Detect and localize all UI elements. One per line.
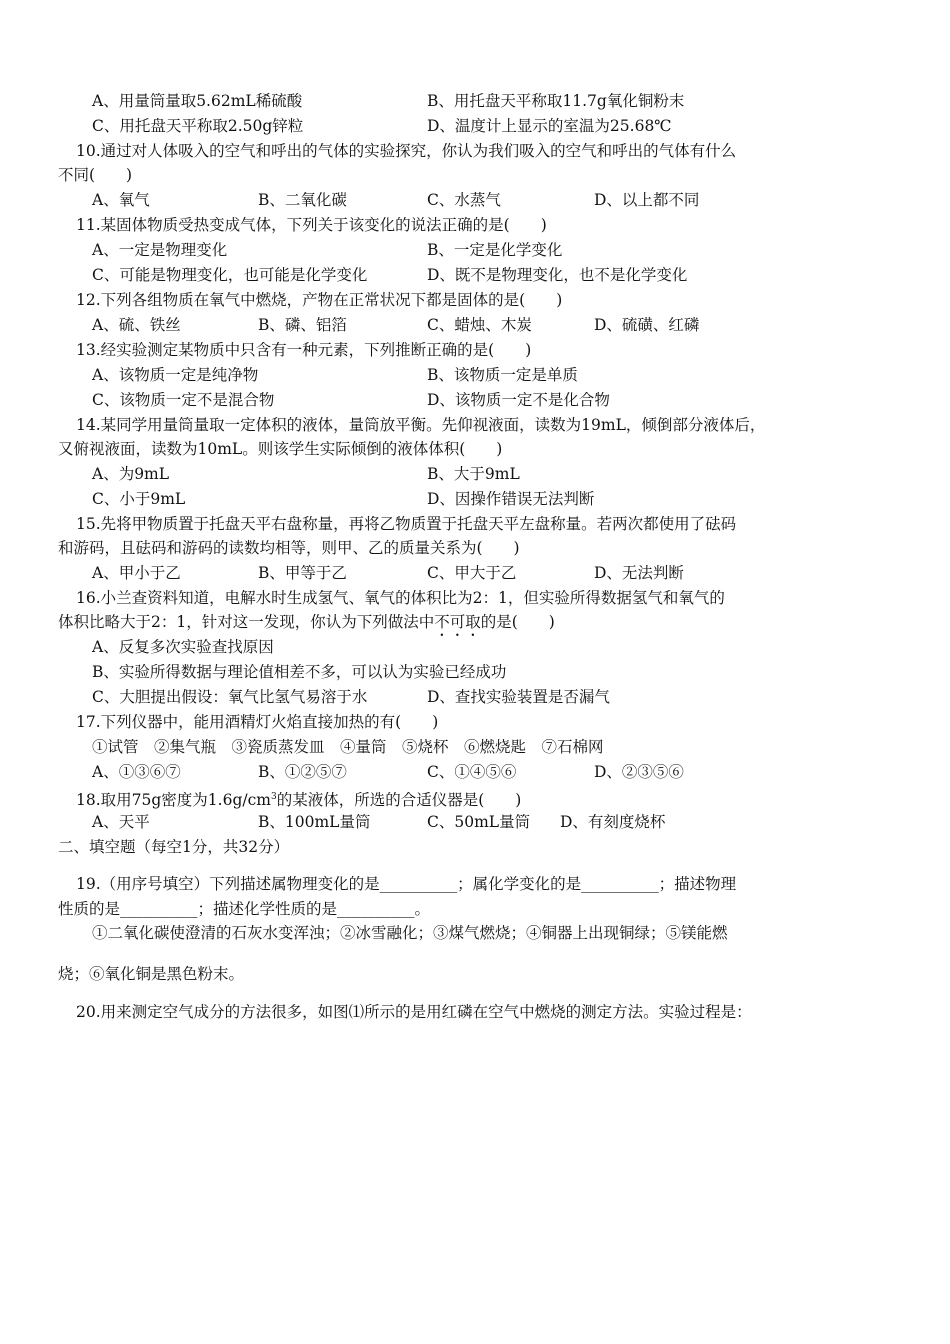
q18-stem — [76, 786, 521, 811]
q9-option-a: A、用量筒量取5.62mL稀硫酸 — [92, 92, 303, 110]
q13-option-b: B、该物质一定是单质 — [427, 366, 578, 384]
q10-option-b: B、二氧化碳 — [258, 191, 347, 209]
q9-option-c: C、用托盘天平称取2.50g锌粒 — [92, 117, 304, 135]
q17-instrument-list: ①试管 ②集气瓶 ③瓷质蒸发皿 ④量筒 ⑤烧杯 ⑥燃烧匙 ⑦石棉网 — [92, 738, 604, 756]
q20-line1: 20.用来测定空气成分的方法很多，如图⑴所示的是用红磷在空气中燃烧的测定方法。实验过程是： — [76, 1003, 752, 1021]
q15-option-d: D、无法判断 — [594, 564, 684, 582]
q9-option-d: D、温度计上显示的室温为25.68℃ — [427, 117, 672, 135]
q10-stem-line2: 不同( ) — [58, 166, 133, 184]
q15-option-b: B、甲等于乙 — [258, 564, 347, 582]
q10-option-d: D、以上都不同 — [594, 191, 700, 209]
q12-option-c: C、蜡烛、木炭 — [427, 316, 532, 334]
q11-option-d: D、既不是物理变化，也不是化学变化 — [427, 266, 688, 284]
q14-stem-line1: 14.某同学用量筒量取一定体积的液体，量筒放平衡。先仰视液面，读数为19mL，倾倒部分液体后， — [76, 416, 766, 434]
q16-option-b: B、实验所得数据与理论值相差不多，可以认为实验已经成功 — [92, 663, 507, 681]
q17-option-d: D、②③⑤⑥ — [594, 763, 684, 781]
q16-stem-part3: 的是( ) — [480, 613, 555, 631]
q18-option-a: A、天平 — [92, 813, 150, 831]
q14-option-a: A、为9mL — [92, 465, 170, 483]
q10-option-c: C、水蒸气 — [427, 191, 501, 209]
q17-option-b: B、①②⑤⑦ — [258, 763, 347, 781]
q10-stem-line1: 10.通过对人体吸入的空气和呼出的气体的实验探究，你认为我们吸入的空气和呼出的气体有什么 — [76, 142, 737, 160]
q14-stem-line2: 又俯视液面，读数为10mL。则该学生实际倾倒的液体体积( ) — [58, 440, 503, 458]
q15-option-a: A、甲小于乙 — [92, 564, 181, 582]
q17-option-c: C、①④⑤⑥ — [427, 763, 517, 781]
q16-option-a: A、反复多次实验查找原因 — [92, 638, 274, 656]
q18-option-c: C、50mL量筒 — [427, 813, 531, 831]
q14-option-c: C、小于9mL — [92, 490, 186, 508]
q18-superscript: 3 — [270, 792, 277, 802]
q13-stem: 13.经实验测定某物质中只含有一种元素，下列推断正确的是( ) — [76, 341, 532, 359]
q11-option-c: C、可能是物理变化，也可能是化学变化 — [92, 266, 368, 284]
q11-stem: 11.某固体物质受热变成气体，下列关于该变化的说法正确的是( ) — [76, 216, 547, 234]
q12-stem: 12.下列各组物质在氧气中燃烧，产物在正常状况下都是固体的是( ) — [76, 291, 563, 309]
q18-stem-pre: 18.取用75g密度为1.6g/cm — [76, 791, 271, 810]
q13-option-c: C、该物质一定不是混合物 — [92, 391, 275, 409]
q17-stem: 17.下列仪器中，能用酒精灯火焰直接加热的有( ) — [76, 713, 439, 731]
q19-line4: 烧；⑥氧化铜是黑色粉末。 — [58, 965, 245, 983]
q12-option-d: D、硫磺、红磷 — [594, 316, 700, 334]
q13-option-d: D、该物质一定不是化合物 — [427, 391, 610, 409]
q11-option-b: B、一定是化学变化 — [427, 241, 563, 259]
q18-stem-post: 的某液体，所选的合适仪器是( ) — [276, 791, 522, 810]
q19-line1: 19.（用序号填空）下列描述属物理变化的是__________；属化学变化的是__________；描述物理 — [76, 875, 737, 893]
q18-option-d: D、有刻度烧杯 — [560, 813, 666, 831]
q19-line3: ①二氧化碳使澄清的石灰水变浑浊；②冰雪融化；③煤气燃烧；④铜器上出现铜绿；⑤镁能燃 — [92, 924, 728, 942]
q11-option-a: A、一定是物理变化 — [92, 241, 228, 259]
q14-option-b: B、大于9mL — [427, 465, 520, 483]
q16-emphasis-word: 不可取 — [434, 613, 481, 631]
q10-option-a: A、氧气 — [92, 191, 150, 209]
q15-stem-line2: 和游码，且砝码和游码的读数均相等，则甲、乙的质量关系为( ) — [58, 539, 520, 557]
q9-option-b: B、用托盘天平称取11.7g氧化铜粉末 — [427, 92, 685, 110]
q17-option-a: A、①③⑥⑦ — [92, 763, 181, 781]
q16-stem-part1: 体积比略大于2：1，针对这一发现，你认为下列做法中 — [58, 613, 435, 631]
q16-stem-line1: 16.小兰查资料知道，电解水时生成氢气、氧气的体积比为2：1，但实验所得数据氢气和氧气的 — [76, 589, 725, 607]
section-heading-fill-in: 二、填空题（每空1分，共32分） — [58, 838, 290, 856]
q16-option-d: D、查找实验装置是否漏气 — [427, 688, 610, 706]
q15-stem-line1: 15.先将甲物质置于托盘天平右盘称量，再将乙物质置于托盘天平左盘称量。若两次都使用了砝码 — [76, 515, 737, 533]
q12-option-a: A、硫、铁丝 — [92, 316, 181, 334]
q19-line2: 性质的是__________；描述化学性质的是__________。 — [58, 900, 431, 918]
q15-option-c: C、甲大于乙 — [427, 564, 517, 582]
q18-option-b: B、100mL量筒 — [258, 813, 371, 831]
q13-option-a: A、该物质一定是纯净物 — [92, 366, 259, 384]
q16-option-c: C、大胆提出假设：氧气比氢气易溶于水 — [92, 688, 368, 706]
q14-option-d: D、因操作错误无法判断 — [427, 490, 595, 508]
q12-option-b: B、磷、铝箔 — [258, 316, 347, 334]
